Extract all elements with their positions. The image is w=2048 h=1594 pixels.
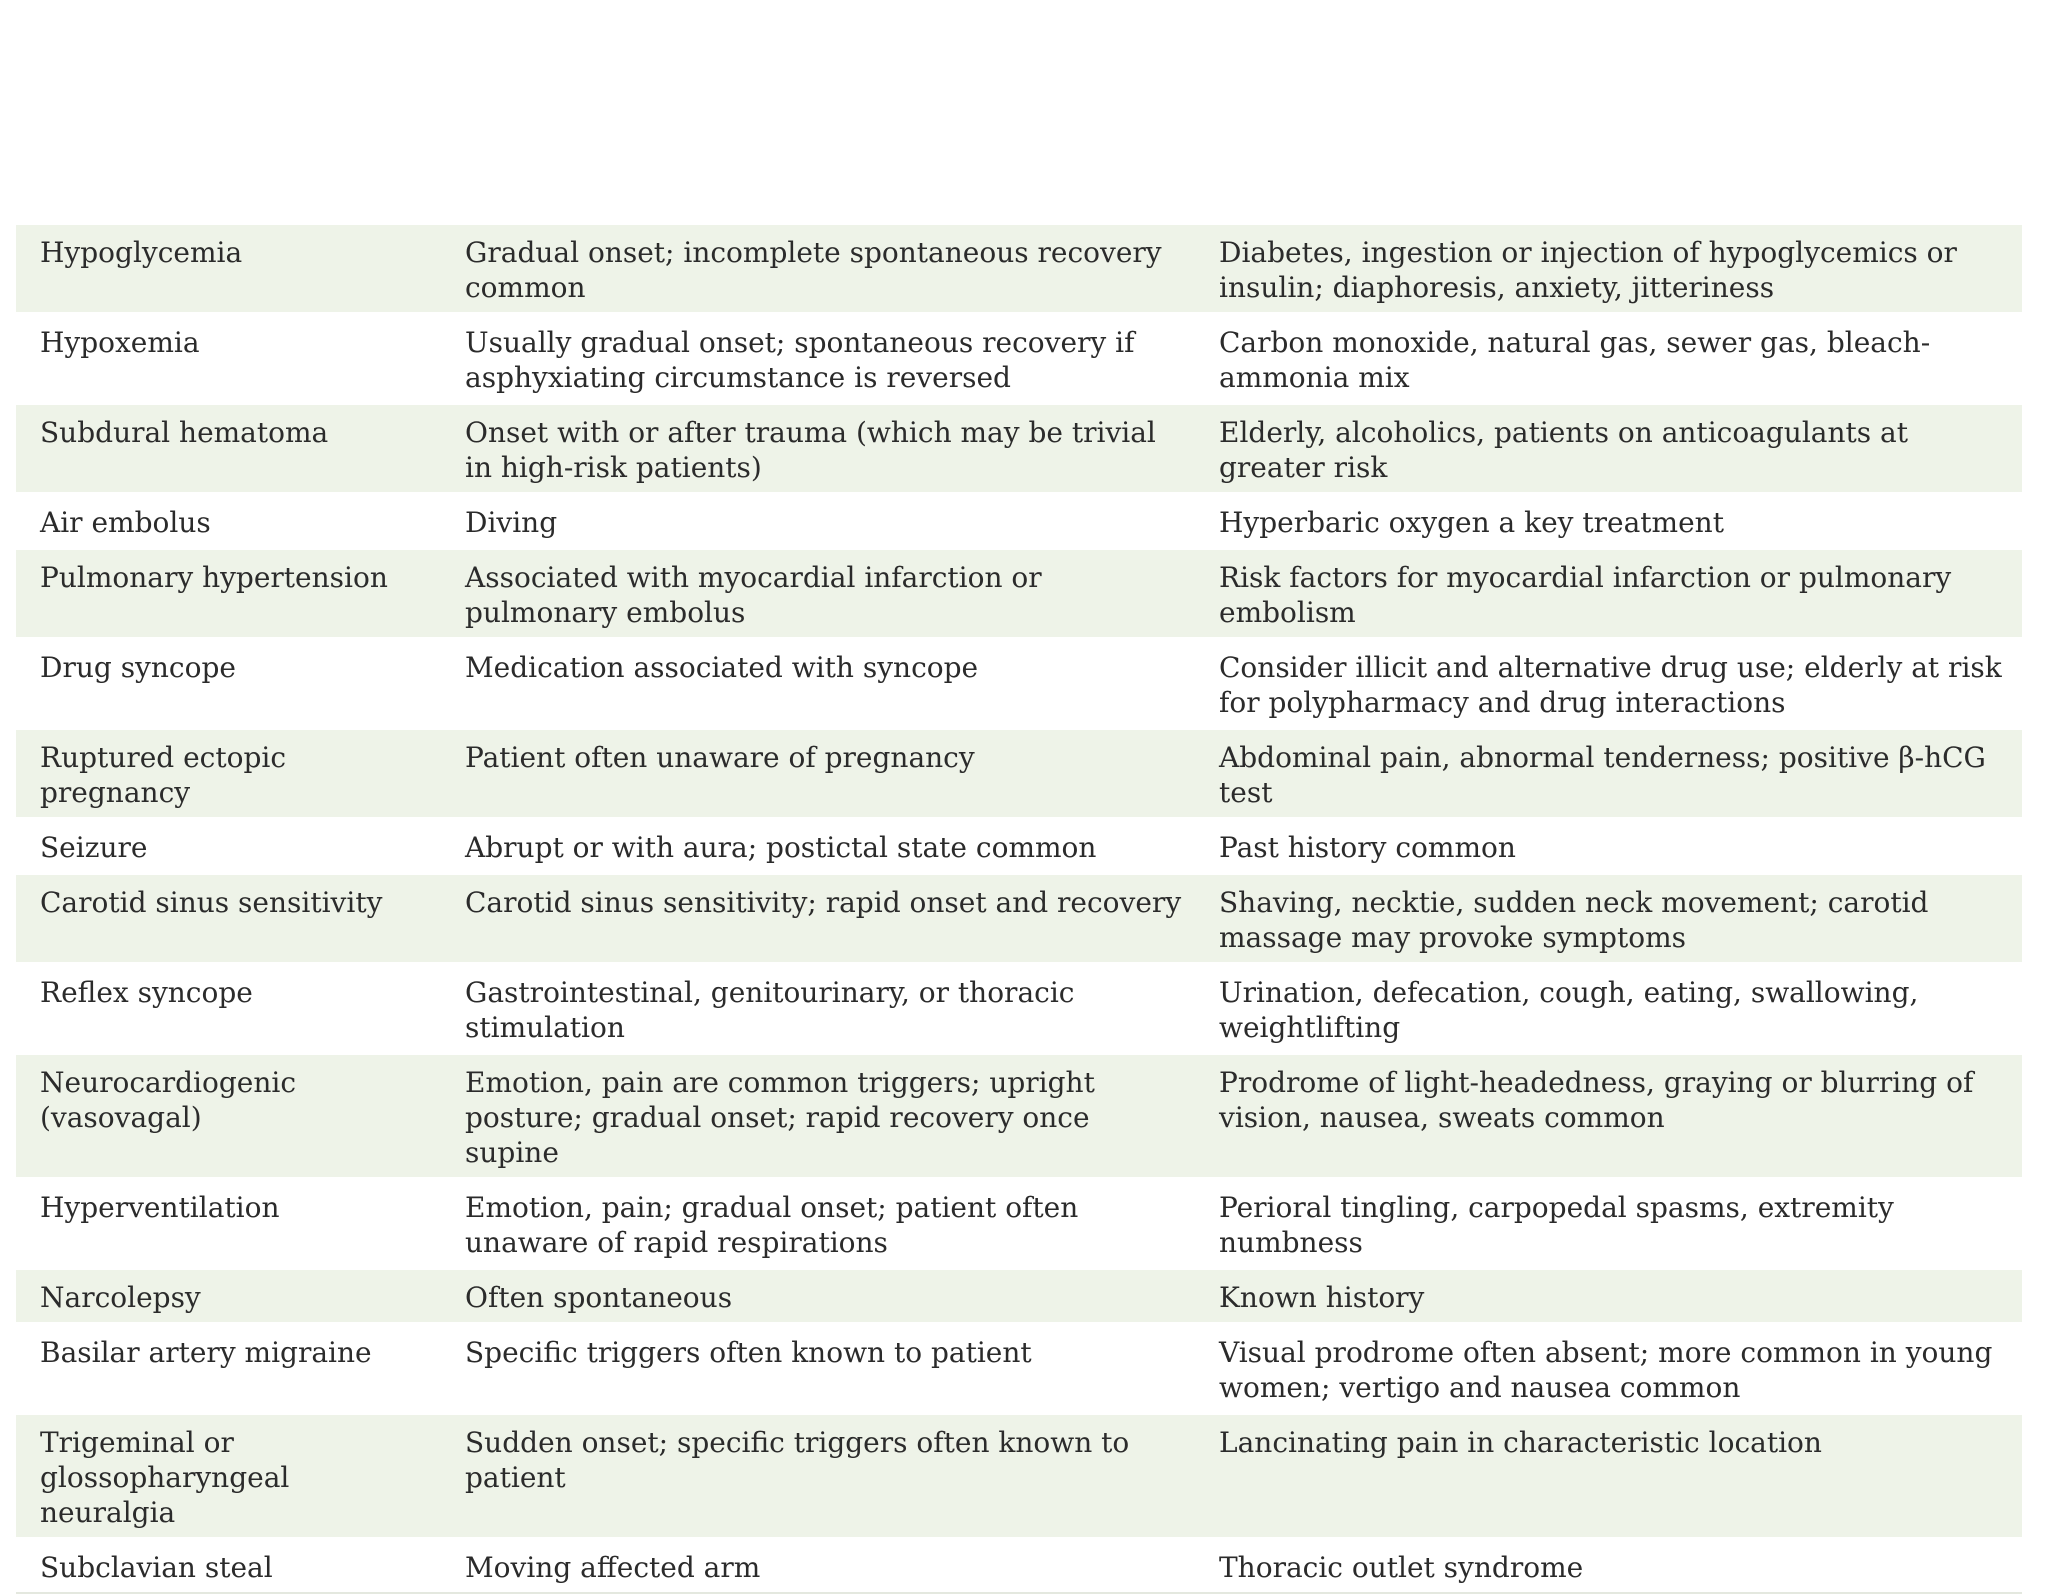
condition-cell: Air embolus: [16, 494, 445, 549]
condition-cell: Seizure: [16, 819, 445, 874]
associated-features-cell: Abdominal pain, abnormal tenderness; positive β-hCG test: [1199, 729, 2022, 819]
table-row: [16, 819, 2022, 874]
onset-cell: Abrupt or with aura; postictal state common: [445, 819, 1199, 874]
onset-cell: Often spontaneous: [445, 1269, 1199, 1324]
onset-cell: Carotid sinus sensitivity; rapid onset and recovery: [445, 874, 1199, 964]
table-row: [16, 964, 2022, 1054]
onset-cell: Emotion, pain; gradual onset; patient often unaware of rapid respirations: [445, 1179, 1199, 1269]
condition-cell: Narcolepsy: [16, 1269, 445, 1324]
onset-cell: Onset with or after trauma (which may be trivial in high-risk patients): [445, 404, 1199, 494]
table-row: [16, 314, 2022, 404]
condition-cell: Hypoglycemia: [16, 225, 445, 314]
onset-cell: Diving: [445, 494, 1199, 549]
syncope-causes-table: [16, 225, 2022, 1594]
associated-features-cell: Hyperbaric oxygen a key treatment: [1199, 494, 2022, 549]
condition-cell: Subclavian steal: [16, 1539, 445, 1594]
associated-features-cell: Risk factors for myocardial infarction or pulmonary embolism: [1199, 549, 2022, 639]
associated-features-cell: Urination, defecation, cough, eating, swallowing, weightlifting: [1199, 964, 2022, 1054]
onset-cell: Usually gradual onset; spontaneous recovery if asphyxiating circumstance is reversed: [445, 314, 1199, 404]
onset-cell: Gastrointestinal, genitourinary, or thoracic stimulation: [445, 964, 1199, 1054]
associated-features-cell: Consider illicit and alternative drug use; elderly at risk for polypharmacy and drug interactions: [1199, 639, 2022, 729]
associated-features-cell: Shaving, necktie, sudden neck movement; carotid massage may provoke symptoms: [1199, 874, 2022, 964]
table-row: [16, 639, 2022, 729]
onset-cell: Moving affected arm: [445, 1539, 1199, 1594]
associated-features-cell: Diabetes, ingestion or injection of hypoglycemics or insulin; diaphoresis, anxiety, jitteriness: [1199, 225, 2022, 314]
associated-features-cell: Visual prodrome often absent; more common in young women; vertigo and nausea common: [1199, 1324, 2022, 1414]
table-row: [16, 549, 2022, 639]
condition-cell: Neurocardiogenic (vasovagal): [16, 1054, 445, 1179]
associated-features-cell: Known history: [1199, 1269, 2022, 1324]
condition-cell: Drug syncope: [16, 639, 445, 729]
table-row: [16, 1539, 2022, 1594]
syncope-causes-table-container: [16, 225, 2022, 1594]
condition-cell: Pulmonary hypertension: [16, 549, 445, 639]
condition-cell: Ruptured ectopic pregnancy: [16, 729, 445, 819]
table-row: [16, 729, 2022, 819]
table-row: [16, 494, 2022, 549]
onset-cell: Gradual onset; incomplete spontaneous recovery common: [445, 225, 1199, 314]
table-row: [16, 1414, 2022, 1539]
condition-cell: Reflex syncope: [16, 964, 445, 1054]
associated-features-cell: Thoracic outlet syndrome: [1199, 1539, 2022, 1594]
onset-cell: Patient often unaware of pregnancy: [445, 729, 1199, 819]
condition-cell: Subdural hematoma: [16, 404, 445, 494]
associated-features-cell: Elderly, alcoholics, patients on anticoagulants at greater risk: [1199, 404, 2022, 494]
associated-features-cell: Prodrome of light-headedness, graying or blurring of vision, nausea, sweats common: [1199, 1054, 2022, 1179]
associated-features-cell: Carbon monoxide, natural gas, sewer gas, bleach-ammonia mix: [1199, 314, 2022, 404]
condition-cell: Basilar artery migraine: [16, 1324, 445, 1414]
table-row: [16, 404, 2022, 494]
table-row: [16, 225, 2022, 314]
table-row: [16, 1179, 2022, 1269]
onset-cell: Sudden onset; specific triggers often known to patient: [445, 1414, 1199, 1539]
associated-features-cell: Past history common: [1199, 819, 2022, 874]
table-body: [16, 225, 2022, 1593]
condition-cell: Hypoxemia: [16, 314, 445, 404]
table-row: [16, 1269, 2022, 1324]
condition-cell: Hyperventilation: [16, 1179, 445, 1269]
onset-cell: Associated with myocardial infarction or pulmonary embolus: [445, 549, 1199, 639]
table-row: [16, 1324, 2022, 1414]
condition-cell: Carotid sinus sensitivity: [16, 874, 445, 964]
condition-cell: Trigeminal or glossopharyngeal neuralgia: [16, 1414, 445, 1539]
table-row: [16, 874, 2022, 964]
onset-cell: Specific triggers often known to patient: [445, 1324, 1199, 1414]
onset-cell: Medication associated with syncope: [445, 639, 1199, 729]
associated-features-cell: Lancinating pain in characteristic location: [1199, 1414, 2022, 1539]
associated-features-cell: Perioral tingling, carpopedal spasms, extremity numbness: [1199, 1179, 2022, 1269]
onset-cell: Emotion, pain are common triggers; upright posture; gradual onset; rapid recovery once supine: [445, 1054, 1199, 1179]
table-row: [16, 1054, 2022, 1179]
